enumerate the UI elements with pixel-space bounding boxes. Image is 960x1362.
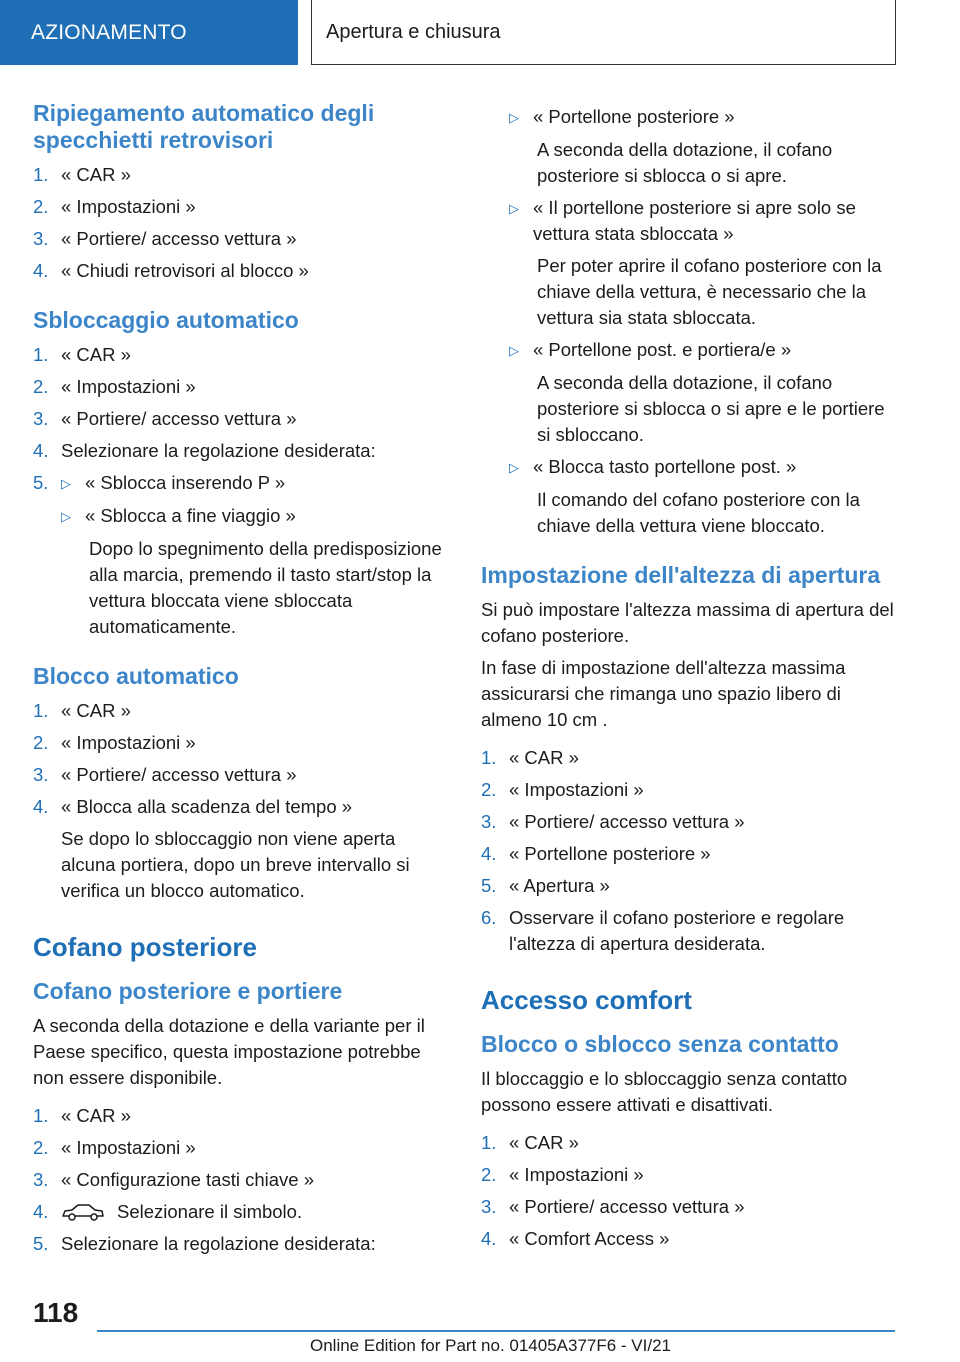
list-item: 4. « Portellone posteriore »: [481, 843, 711, 864]
option-desc: A seconda della dotazione, il cofano posteriore si sblocca o si apre e le portiere si sbloccano.: [537, 372, 885, 445]
list-item: 2. « Impostazioni »: [33, 1137, 196, 1158]
heading-mirror-fold: Ripiegamento automatico degli specchietti retrovisori: [33, 100, 375, 153]
list-item: 1. « CAR »: [33, 344, 131, 365]
list-item: 4. « Chiudi retrovisori al blocco »: [33, 260, 309, 281]
intro-text: Il bloccaggio e lo sbloccaggio senza contatto possono essere attivati e disattivati.: [481, 1068, 848, 1115]
triangle-bullet-icon: ▷: [509, 201, 519, 216]
list-item: 2. « Impostazioni »: [481, 1164, 644, 1185]
option-item: ▷ « Portellone post. e portiera/e »: [481, 337, 901, 364]
note-text: Dopo lo spegnimento della predisposizione alla marcia, premendo il tasto start/stop la vettura bloccata viene sbloccata automaticamente.: [89, 538, 442, 637]
triangle-bullet-icon: ▷: [509, 460, 519, 475]
paragraph: Si può impostare l'altezza massima di apertura del cofano posteriore.: [481, 599, 894, 646]
car-tailgate-icon: [61, 1203, 105, 1221]
paragraph: In fase di impostazione dell'altezza massima assicurarsi che rimanga uno spazio libero di almeno 10 cm .: [481, 657, 846, 730]
list-item: 2. « Impostazioni »: [33, 376, 196, 397]
subheading-tailgate-doors: Cofano posteriore e portiere: [33, 978, 343, 1004]
list-item: 2. « Impostazioni »: [33, 196, 196, 217]
list-item: 1. « CAR »: [481, 1132, 579, 1153]
header-section: [0, 0, 298, 65]
header-section-label: AZIONAMENTO: [31, 20, 187, 44]
triangle-bullet-icon: ▷: [61, 509, 71, 524]
list-item: 3. « Portiere/ accesso vettura »: [33, 408, 297, 429]
heading-auto-lock: Blocco automatico: [33, 663, 239, 689]
heading-auto-unlock: Sbloccaggio automatico: [33, 307, 299, 333]
header-chapter: [311, 0, 896, 65]
option-desc: Il comando del cofano posteriore con la chiave della vettura viene bloccato.: [537, 489, 860, 536]
list-item: 4. Selezionare la regolazione desiderata:: [33, 440, 376, 461]
right-column: [481, 104, 901, 1258]
option-item: ▷ « Il portellone posteriore si apre solo se vettura stata sbloccata »: [481, 195, 901, 247]
heading-opening-height: Impostazione dell'altezza di apertura: [481, 562, 881, 588]
list-item: 5. ▷ « Sblocca inserendo P »: [33, 470, 453, 497]
list-item: 4. Selezionare il simbolo.: [33, 1201, 303, 1222]
heading-comfort-access: Accesso comfort: [481, 985, 692, 1015]
footer-divider: [97, 1330, 895, 1332]
list-item: 4. « Comfort Access »: [481, 1228, 670, 1249]
option-item: ▷ « Blocca tasto portellone post. »: [481, 454, 901, 481]
list-item: 3. « Portiere/ accesso vettura »: [481, 1196, 745, 1217]
subheading-contactless: Blocco o sblocco senza contatto: [481, 1031, 839, 1057]
note-text: Se dopo lo sbloccaggio non viene aperta alcuna portiera, dopo un breve intervallo si verifica un blocco automatico.: [61, 828, 410, 901]
list-item: 5. « Apertura »: [481, 875, 610, 896]
list-item: 1. « CAR »: [33, 700, 131, 721]
heading-tailgate: Cofano posteriore: [33, 932, 257, 962]
triangle-bullet-icon: ▷: [509, 110, 519, 125]
option-item: ▷ « Portellone posteriore »: [481, 104, 901, 131]
list-item: 3. « Portiere/ accesso vettura »: [33, 228, 297, 249]
list-item: 5. Selezionare la regolazione desiderata:: [33, 1233, 376, 1254]
list-item: 1. « CAR »: [33, 1105, 131, 1126]
list-item: 3. « Portiere/ accesso vettura »: [33, 764, 297, 785]
triangle-bullet-icon: ▷: [509, 343, 519, 358]
intro-text: A seconda della dotazione e della variante per il Paese specifico, questa impostazione potrebbe non essere disponibile.: [33, 1015, 425, 1088]
header-chapter-label: Apertura e chiusura: [326, 20, 501, 43]
option-desc: A seconda della dotazione, il cofano posteriore si sblocca o si apre.: [537, 139, 833, 186]
list-sub-item: ▷ « Sblocca a fine viaggio »: [33, 503, 453, 530]
list-item: 4. « Blocca alla scadenza del tempo »: [33, 796, 353, 817]
list-item: 2. « Impostazioni »: [33, 732, 196, 753]
list-item: 1. « CAR »: [33, 164, 131, 185]
list-item: 6. Osservare il cofano posteriore e regolare l'altezza di apertura desiderata.: [481, 907, 845, 954]
footer-edition: Online Edition for Part no. 01405A377F6 - VI/21: [310, 1336, 672, 1355]
list-item: 3. « Configurazione tasti chiave »: [33, 1169, 314, 1190]
left-column: [33, 100, 453, 1263]
list-item: 1. « CAR »: [481, 747, 579, 768]
triangle-bullet-icon: ▷: [61, 476, 71, 491]
page-number: 118: [33, 1297, 79, 1328]
option-desc: Per poter aprire il cofano posteriore con la chiave della vettura, è necessario che la vettura sia stata sbloccata.: [537, 255, 882, 328]
list-item: 3. « Portiere/ accesso vettura »: [481, 811, 745, 832]
list-item: 2. « Impostazioni »: [481, 779, 644, 800]
